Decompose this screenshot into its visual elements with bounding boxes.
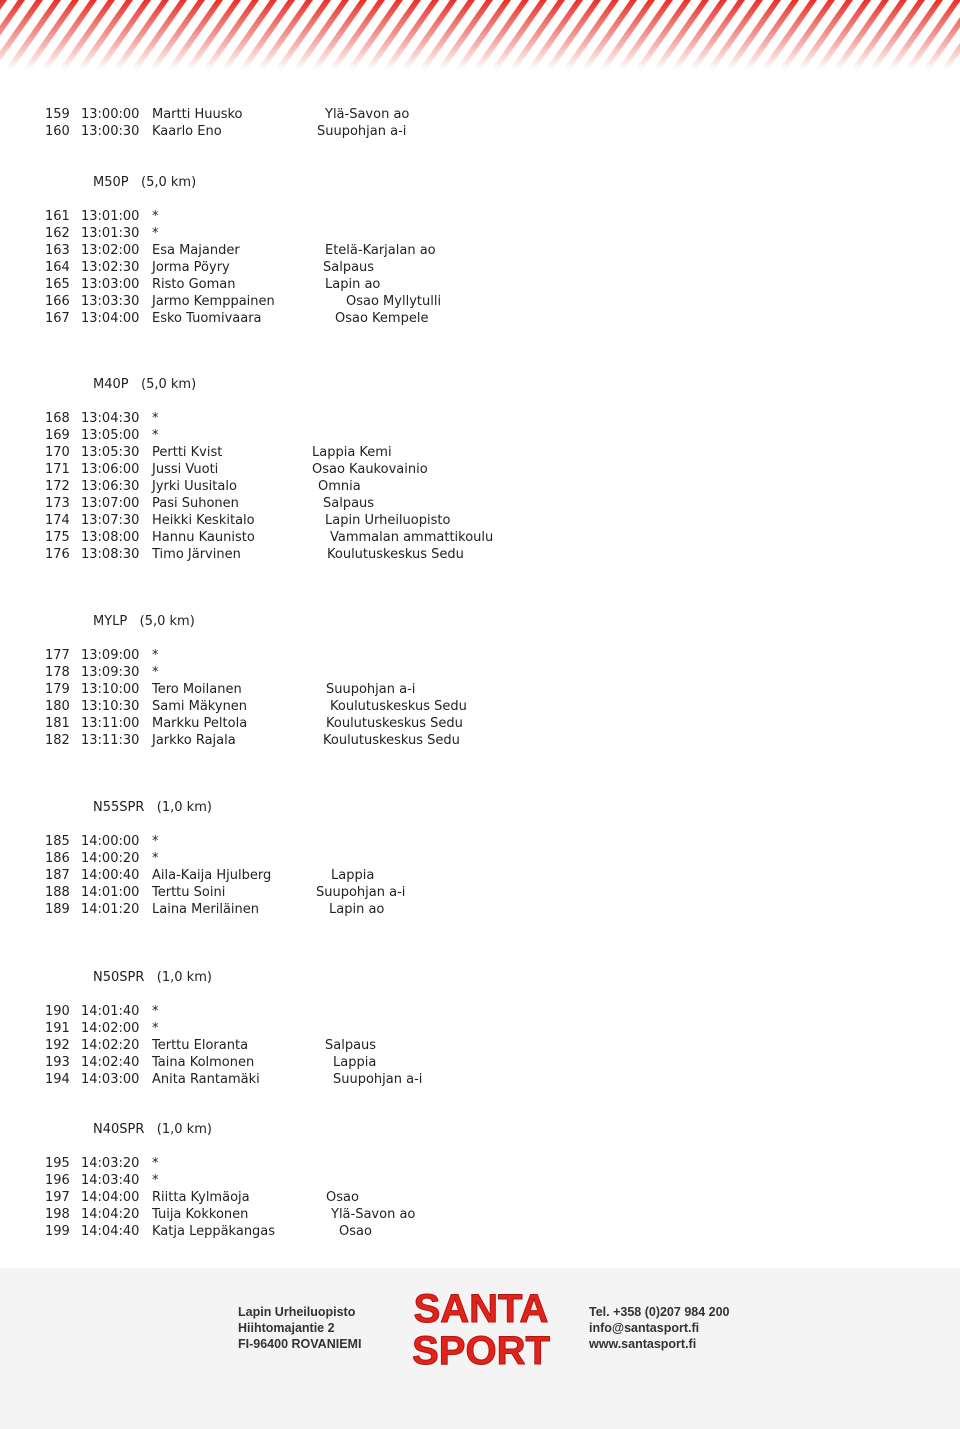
club-name: Suupohjan a-i: [316, 885, 406, 900]
start-row: [0, 259, 960, 276]
start-row: [0, 1155, 960, 1172]
start-row: [0, 901, 960, 918]
address-line: FI-96400 ROVANIEMI: [238, 1337, 362, 1351]
category-heading: N50SPR (1,0 km): [93, 970, 212, 985]
competitor-name: Hannu Kaunisto: [152, 530, 255, 545]
footer-contact: [589, 1304, 730, 1352]
competitor-name: Markku Peltola: [152, 716, 248, 731]
start-row: [0, 647, 960, 664]
competitor-name: *: [152, 1004, 159, 1019]
start-time: 13:07:30: [81, 513, 140, 528]
club-name: Koulutuskeskus Sedu: [323, 733, 460, 748]
start-time: 13:09:30: [81, 665, 140, 680]
start-row: [0, 1054, 960, 1071]
start-row: [0, 884, 960, 901]
club-name: Ylä-Savon ao: [331, 1207, 416, 1222]
start-number: 195: [45, 1156, 70, 1171]
club-name: Lapin ao: [325, 277, 381, 292]
start-time: 14:04:40: [81, 1224, 140, 1239]
competitor-name: Anita Rantamäki: [152, 1072, 260, 1087]
start-row: [0, 461, 960, 478]
footer-address: [238, 1304, 361, 1352]
start-row: [0, 1020, 960, 1037]
competitor-name: Aila-Kaija Hjulberg: [152, 868, 272, 883]
competitor-name: Jyrki Uusitalo: [152, 479, 237, 494]
competitor-name: Riitta Kylmäoja: [152, 1190, 250, 1205]
address-line: Lapin Urheiluopisto: [238, 1305, 356, 1319]
start-time: 14:02:00: [81, 1021, 140, 1036]
club-name: Salpaus: [323, 496, 375, 511]
category-heading: N40SPR (1,0 km): [93, 1122, 212, 1137]
start-row: [0, 715, 960, 732]
start-row: [0, 1206, 960, 1223]
start-number: 168: [45, 411, 70, 426]
start-time: 14:01:40: [81, 1004, 140, 1019]
start-number: 178: [45, 665, 70, 680]
start-time: 13:08:00: [81, 530, 140, 545]
competitor-name: *: [152, 1021, 159, 1036]
start-time: 14:03:20: [81, 1156, 140, 1171]
start-row: [0, 123, 960, 140]
start-number: 169: [45, 428, 70, 443]
start-time: 13:00:00: [81, 107, 140, 122]
competitor-name: Martti Huusko: [152, 107, 243, 122]
competitor-name: Jarmo Kemppainen: [152, 294, 275, 309]
club-name: Salpaus: [323, 260, 375, 275]
club-name: Lappia: [333, 1055, 377, 1070]
start-row: [0, 208, 960, 225]
club-name: Osao Kempele: [335, 311, 429, 326]
competitor-name: Terttu Eloranta: [152, 1038, 249, 1053]
competitor-name: Jorma Pöyry: [152, 260, 230, 275]
club-name: Lapin ao: [329, 902, 385, 917]
contact-email[interactable]: info@santasport.fi: [589, 1321, 700, 1335]
start-number: 185: [45, 834, 70, 849]
start-row: [0, 1071, 960, 1088]
category-heading: MYLP (5,0 km): [93, 614, 195, 629]
start-number: 190: [45, 1004, 70, 1019]
competitor-name: *: [152, 851, 159, 866]
start-row: [0, 410, 960, 427]
start-row: [0, 698, 960, 715]
start-number: 159: [45, 107, 70, 122]
start-time: 14:03:00: [81, 1072, 140, 1087]
start-time: 13:05:00: [81, 428, 140, 443]
club-name: Koulutuskeskus Sedu: [330, 699, 467, 714]
club-name: Koulutuskeskus Sedu: [326, 716, 463, 731]
top-stripe-band: [0, 0, 960, 70]
start-number: 198: [45, 1207, 70, 1222]
club-name: Etelä-Karjalan ao: [325, 243, 436, 258]
start-time: 14:00:20: [81, 851, 140, 866]
start-row: [0, 833, 960, 850]
club-name: Osao: [339, 1224, 372, 1239]
club-name: Vammalan ammattikoulu: [330, 530, 494, 545]
start-time: 13:03:30: [81, 294, 140, 309]
start-number: 167: [45, 311, 70, 326]
competitor-name: Heikki Keskitalo: [152, 513, 255, 528]
start-time: 13:01:00: [81, 209, 140, 224]
start-number: 199: [45, 1224, 70, 1239]
start-number: 172: [45, 479, 70, 494]
start-number: 166: [45, 294, 70, 309]
start-number: 163: [45, 243, 70, 258]
competitor-name: *: [152, 428, 159, 443]
club-name: Salpaus: [325, 1038, 377, 1053]
start-row: [0, 732, 960, 749]
start-time: 14:04:20: [81, 1207, 140, 1222]
club-name: Osao Myllytulli: [346, 294, 442, 309]
competitor-name: Sami Mäkynen: [152, 699, 248, 714]
start-row: [0, 427, 960, 444]
start-row: [0, 1003, 960, 1020]
start-row: [0, 1037, 960, 1054]
competitor-name: Laina Meriläinen: [152, 902, 259, 917]
start-time: 14:04:00: [81, 1190, 140, 1205]
start-row: [0, 276, 960, 293]
start-number: 160: [45, 124, 70, 139]
start-time: 13:04:00: [81, 311, 140, 326]
start-time: 14:01:00: [81, 885, 140, 900]
santa-sport-logo: [398, 1284, 564, 1370]
start-row: [0, 529, 960, 546]
category-heading: N55SPR (1,0 km): [93, 800, 212, 815]
competitor-name: *: [152, 411, 159, 426]
competitor-name: Taina Kolmonen: [152, 1055, 255, 1070]
competitor-name: Katja Leppäkangas: [152, 1224, 276, 1239]
start-row: [0, 310, 960, 327]
start-number: 164: [45, 260, 70, 275]
start-time: 13:06:30: [81, 479, 140, 494]
start-number: 188: [45, 885, 70, 900]
start-number: 193: [45, 1055, 70, 1070]
competitor-name: Jussi Vuoti: [152, 462, 219, 477]
start-time: 14:02:40: [81, 1055, 140, 1070]
start-number: 170: [45, 445, 70, 460]
start-time: 13:08:30: [81, 547, 140, 562]
club-name: Koulutuskeskus Sedu: [327, 547, 464, 562]
start-number: 181: [45, 716, 70, 731]
start-time: 13:06:00: [81, 462, 140, 477]
start-number: 186: [45, 851, 70, 866]
competitor-name: Timo Järvinen: [152, 547, 241, 562]
competitor-name: Jarkko Rajala: [152, 733, 236, 748]
club-name: Osao: [326, 1190, 359, 1205]
address-line: Hiihtomajantie 2: [238, 1321, 335, 1335]
start-time: 13:09:00: [81, 648, 140, 663]
start-time: 14:03:40: [81, 1173, 140, 1188]
start-number: 161: [45, 209, 70, 224]
start-row: [0, 225, 960, 242]
competitor-name: Esko Tuomivaara: [152, 311, 262, 326]
competitor-name: *: [152, 665, 159, 680]
start-row: [0, 1172, 960, 1189]
start-time: 14:01:20: [81, 902, 140, 917]
competitor-name: *: [152, 1156, 159, 1171]
start-time: 13:00:30: [81, 124, 140, 139]
competitor-name: Kaarlo Eno: [152, 124, 222, 139]
start-number: 177: [45, 648, 70, 663]
competitor-name: Tero Moilanen: [152, 682, 242, 697]
start-row: [0, 495, 960, 512]
start-row: [0, 850, 960, 867]
start-number: 180: [45, 699, 70, 714]
start-row: [0, 106, 960, 123]
start-row: [0, 293, 960, 310]
start-number: 179: [45, 682, 70, 697]
contact-website[interactable]: www.santasport.fi: [589, 1337, 697, 1351]
start-number: 175: [45, 530, 70, 545]
club-name: Suupohjan a-i: [326, 682, 416, 697]
start-number: 194: [45, 1072, 70, 1087]
competitor-name: Terttu Soini: [152, 885, 226, 900]
start-row: [0, 664, 960, 681]
start-row: [0, 546, 960, 563]
start-number: 165: [45, 277, 70, 292]
club-name: Suupohjan a-i: [333, 1072, 423, 1087]
start-time: 13:07:00: [81, 496, 140, 511]
start-time: 13:01:30: [81, 226, 140, 241]
start-number: 191: [45, 1021, 70, 1036]
start-row: [0, 1189, 960, 1206]
start-time: 13:10:30: [81, 699, 140, 714]
start-time: 13:04:30: [81, 411, 140, 426]
club-name: Suupohjan a-i: [317, 124, 407, 139]
start-time: 13:11:00: [81, 716, 140, 731]
competitor-name: Pertti Kvist: [152, 445, 223, 460]
start-number: 187: [45, 868, 70, 883]
club-name: Omnia: [318, 479, 361, 494]
competitor-name: *: [152, 226, 159, 241]
contact-phone: Tel. +358 (0)207 984 200: [589, 1305, 730, 1319]
category-heading: M40P (5,0 km): [93, 377, 197, 392]
start-number: 176: [45, 547, 70, 562]
club-name: Lappia Kemi: [312, 445, 392, 460]
start-number: 197: [45, 1190, 70, 1205]
competitor-name: Risto Goman: [152, 277, 236, 292]
logo-text-santa: SANTA: [413, 1287, 549, 1331]
start-number: 162: [45, 226, 70, 241]
logo-text-sport: SPORT: [412, 1329, 550, 1370]
start-time: 13:02:00: [81, 243, 140, 258]
start-number: 196: [45, 1173, 70, 1188]
competitor-name: *: [152, 1173, 159, 1188]
club-name: Lapin Urheiluopisto: [325, 513, 451, 528]
competitor-name: *: [152, 834, 159, 849]
start-row: [0, 512, 960, 529]
start-number: 192: [45, 1038, 70, 1053]
start-time: 13:11:30: [81, 733, 140, 748]
start-row: [0, 867, 960, 884]
club-name: Lappia: [331, 868, 375, 883]
club-name: Ylä-Savon ao: [325, 107, 410, 122]
start-time: 13:05:30: [81, 445, 140, 460]
club-name: Osao Kaukovainio: [312, 462, 428, 477]
start-row: [0, 444, 960, 461]
category-heading: M50P (5,0 km): [93, 175, 197, 190]
competitor-name: Esa Majander: [152, 243, 240, 258]
start-time: 14:02:20: [81, 1038, 140, 1053]
start-number: 174: [45, 513, 70, 528]
start-row: [0, 1223, 960, 1240]
start-number: 182: [45, 733, 70, 748]
competitor-name: Pasi Suhonen: [152, 496, 239, 511]
competitor-name: Tuija Kokkonen: [152, 1207, 249, 1222]
start-number: 189: [45, 902, 70, 917]
start-time: 14:00:00: [81, 834, 140, 849]
start-number: 171: [45, 462, 70, 477]
start-time: 13:10:00: [81, 682, 140, 697]
start-time: 13:02:30: [81, 260, 140, 275]
start-row: [0, 681, 960, 698]
start-time: 14:00:40: [81, 868, 140, 883]
competitor-name: *: [152, 209, 159, 224]
start-number: 173: [45, 496, 70, 511]
start-row: [0, 478, 960, 495]
start-time: 13:03:00: [81, 277, 140, 292]
competitor-name: *: [152, 648, 159, 663]
start-row: [0, 242, 960, 259]
